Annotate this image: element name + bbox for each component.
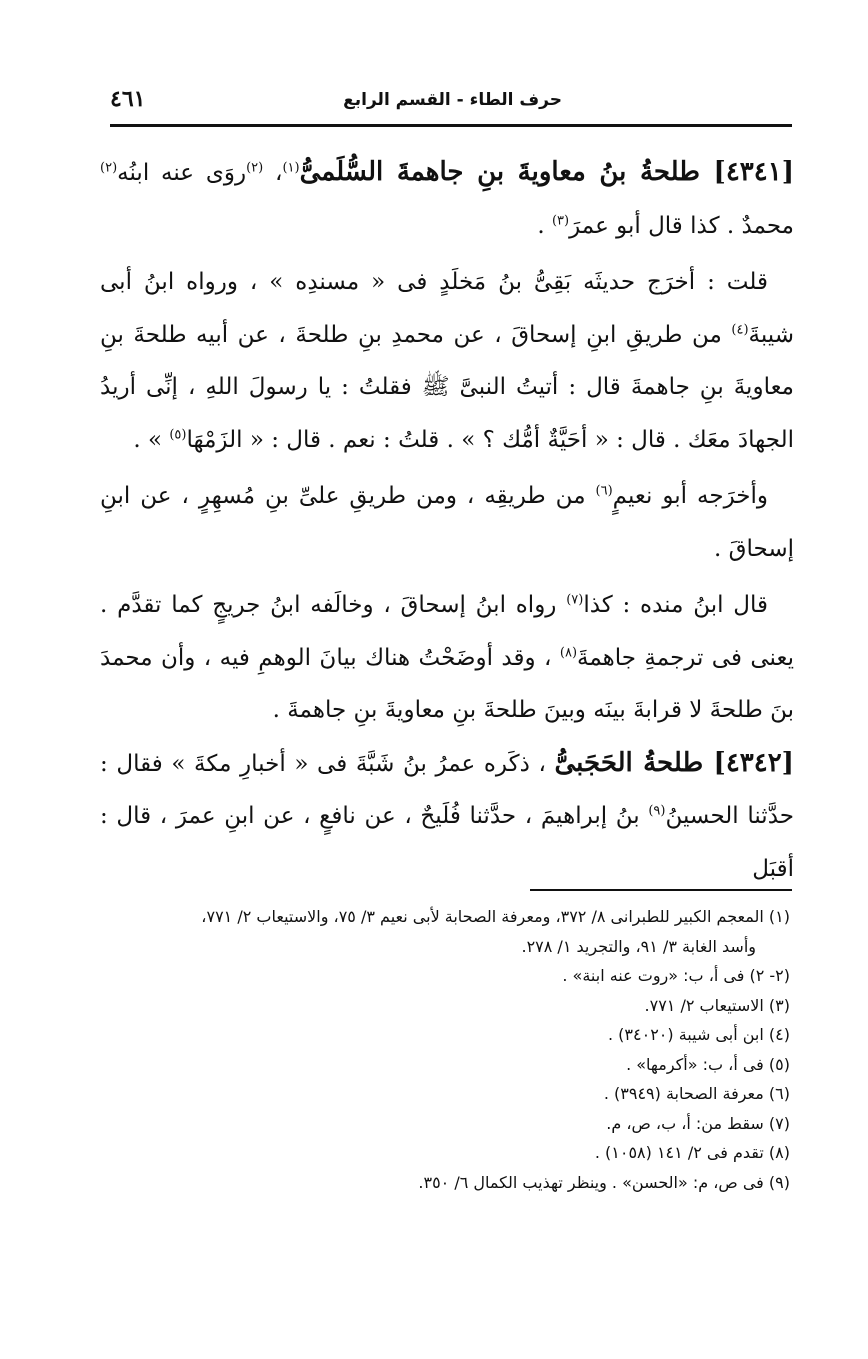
entry-4341-heading: [٤٣٤١] طلحةُ بنُ معاويةَ بنِ جاهمةَ السُّلَمىُّ (299, 157, 795, 187)
footnote-line: (٩) فى ص، م: «الحسن» . وينظر تهذيب الكمال ٦/ ٣٥٠. (418, 1172, 790, 1192)
paragraph-3-c: ، وقد أوضَحْتُ هناك بيانَ الوهمِ فيه ، وأن محمدَ بنَ طلحةَ لا قرابةَ بينَه وبينَ طلحةَ بنِ معاويةَ بنِ جاهمةَ . (100, 644, 794, 723)
paragraph-2 (100, 470, 794, 575)
entry-4341-text-c: محمدٌ . كذا قال أبو عمرَ (569, 212, 794, 239)
paragraph-3-a: قال ابنُ منده : كذا (583, 592, 768, 618)
entry-4342-text-a: ، ذكَره عمرُ بنُ شَبَّةَ فى « أخبارِ مكةَ » فقال : حدَّثنا الحسينُ (100, 750, 794, 829)
footnote-marker-5: (٥) (169, 426, 187, 442)
paragraph-1 (100, 256, 794, 466)
footnote-marker-6: (٦) (595, 483, 613, 499)
footnote-line: (٤) ابن أبى شيبة (٣٤٠٢٠) . (607, 1025, 790, 1044)
footnote-marker-7: (٧) (566, 592, 584, 608)
footnote-marker-4: (٤) (731, 321, 749, 337)
footnote-marker-2b: (٢) (100, 160, 118, 176)
footnotes (96, 902, 790, 1197)
footnote-marker-1: (١) (282, 160, 300, 176)
entry-4341-text-b: روَى عنه ابنُه (117, 160, 247, 186)
header-title: حرف الطاء - القسم الرابع (343, 90, 562, 110)
running-header (110, 84, 792, 124)
paragraph-2-a: وأخرَجه أبو نعيمٍ (612, 483, 768, 509)
paragraph-3-b: رواه ابنُ إسحاقَ ، وخالَفه ابنُ جريجٍ كما تقدَّم . يعنى فى ترجمةِ جاهمةَ (100, 592, 794, 671)
entry-4341-text-d: . (537, 212, 552, 239)
footnote-line: (٥) فى أ، ب: «أكرمها» . (626, 1054, 790, 1074)
paragraph-1-a: قلت : أخرَج حديثَه بَقِىُّ بنُ مَخلَدٍ فى « مسندِه » ، ورواه ابنُ أبى شيبةَ (100, 269, 794, 348)
footnote-line: (٢- ٢) فى أ، ب: «روت عنه ابنة» . (562, 966, 790, 985)
footnote-marker-2a: (٢) (246, 160, 264, 176)
entry-4341-sep: ، (263, 160, 283, 186)
entry-4342 (100, 737, 794, 896)
footnote-line: (٣) الاستيعاب ٢/ ٧٧١. (644, 995, 790, 1015)
footnote-line: (٧) سقط من: أ، ب، ص، م. (606, 1113, 790, 1133)
entry-4342-heading: [٤٣٤٢] طلحةُ الحَجَبىُّ (554, 747, 794, 778)
footnote-marker-3: (٣) (551, 212, 570, 228)
paragraph-1-c: » . (133, 426, 170, 453)
entry-4342-text-b: بنُ إبراهيمَ ، حدَّثنا فُلَيحٌ ، عن نافعٍ ، عن ابنِ عمرَ ، قال : أقبَل (100, 803, 794, 882)
footnote-marker-9: (٩) (648, 803, 666, 819)
footnote-rule (530, 889, 792, 891)
entry-4341 (100, 146, 794, 252)
paragraph-1-b: من طريقِ ابنِ إسحاقَ ، عن محمدِ بنِ طلحةَ ، عن أبيه طلحةَ بنِ معاويةَ بنِ جاهمةَ قال : أتيتُ النبىَّ ﷺ فقلتُ : يا رسولَ اللهِ ، إنِّى أريدُ الجهادَ معَك . قال : « أحَيَّةٌ أمُّك ؟ » . قلتُ : نعم . قال : « الزَمْهَا (100, 321, 794, 453)
footnote-line: (٦) معرفة الصحابة (٣٩٤٩) . (603, 1084, 790, 1103)
footnote-line: (١) المعجم الكبير للطبرانى ٨/ ٣٧٢، ومعرفة الصحابة لأبى نعيم ٣/ ٧٥، والاستيعاب ٢/ ٧٧١، (201, 907, 790, 926)
header-rule (110, 124, 792, 127)
footnote-line: وأسد الغابة ٣/ ٩١، والتجريد ١/ ٢٧٨. (521, 936, 756, 956)
paragraph-2-b: من طريقِه ، ومن طريقِ علىِّ بنِ مُسهِرٍ ، عن ابنِ إسحاقَ . (100, 483, 794, 562)
main-text (100, 146, 794, 895)
page-number: ٤٦١ (110, 86, 146, 112)
paragraph-3 (100, 579, 794, 737)
footnote-marker-8: (٨) (559, 644, 578, 660)
footnote-line: (٨) تقدم فى ٢/ ١٤١ (١٠٥٨) . (594, 1143, 790, 1162)
